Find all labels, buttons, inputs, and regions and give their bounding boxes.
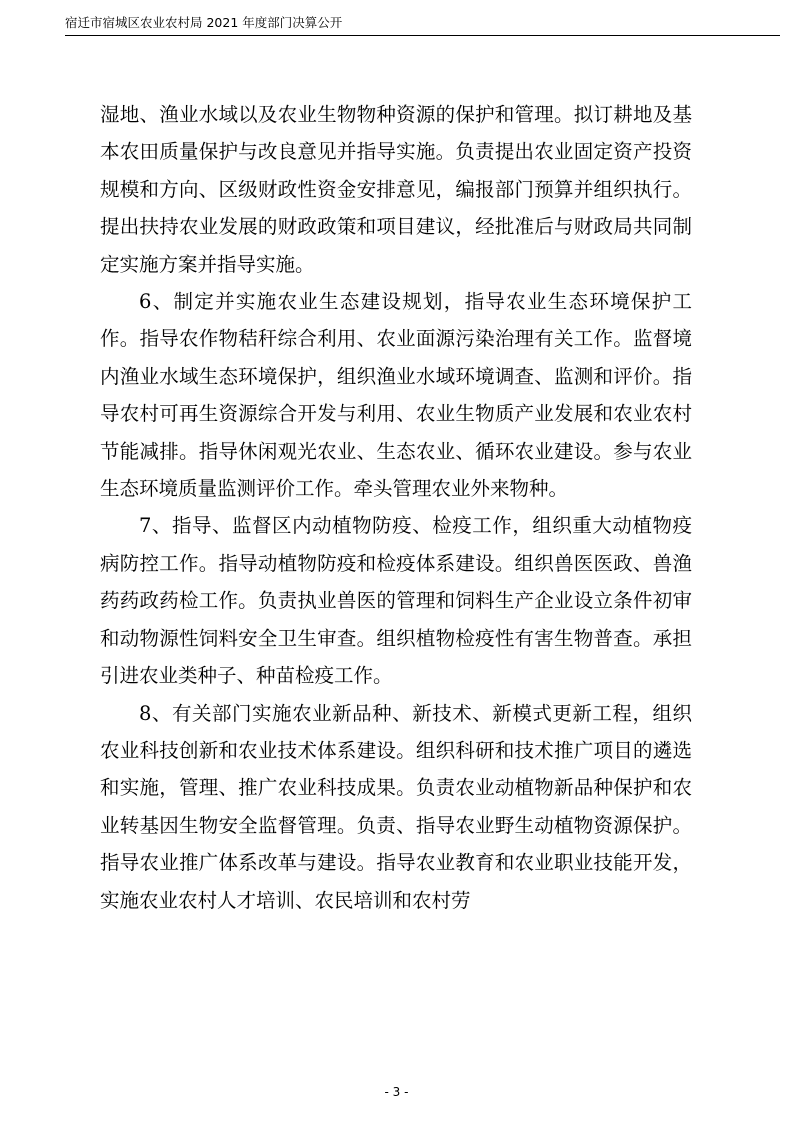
document-body: [100, 96, 692, 919]
running-header: [65, 12, 780, 34]
header-title: 宿迁市宿城区农业农村局 2021 年度部门决算公开: [65, 15, 343, 30]
page-number: - 3 -: [384, 1085, 409, 1099]
paragraph-item-8: 8、有关部门实施农业新品种、新技术、新模式更新工程，组织农业科技创新和农业技术体系建设。组织科研和技术推广项目的遴选和实施，管理、推广农业科技成果。负责农业动植物新品种保护和农业转基因生物安全监督管理。负责、指导农业野生动植物资源保护。指导农业推广体系改革与建设。指导农业教育和农业职业技能开发，实施农业农村人才培训、农民培训和农村劳: [100, 701, 692, 912]
header-rule: [65, 35, 780, 36]
paragraph-item-6: 6、制定并实施农业生态建设规划，指导农业生态环境保护工作。指导农作物秸秆综合利用、农业面源污染治理有关工作。监督境内渔业水域生态环境保护，组织渔业水域环境调查、监测和评价。指导农村可再生资源综合开发与利用、农业生物质产业发展和农业农村节能减排。指导休闲观光农业、生态农业、循环农业建设。参与农业生态环境质量监测评价工作。牵头管理农业外来物种。: [100, 290, 692, 501]
paragraph-continuation: 湿地、渔业水域以及农业生物物种资源的保护和管理。拟订耕地及基本农田质量保护与改良意见并指导实施。负责提出农业固定资产投资规模和方向、区级财政性资金安排意见，编报部门预算并组织执行。提出扶持农业发展的财政政策和项目建议，经批准后与财政局共同制定实施方案并指导实施。: [100, 103, 692, 276]
paragraph-item-7: 7、指导、监督区内动植物防疫、检疫工作，组织重大动植物疫病防控工作。指导动植物防疫和检疫体系建设。组织兽医医政、兽渔药药政药检工作。负责执业兽医的管理和饲料生产企业设立条件初审和动物源性饲料安全卫生审查。组织植物检疫性有害生物普查。承担引进农业类种子、种苗检疫工作。: [100, 514, 692, 688]
